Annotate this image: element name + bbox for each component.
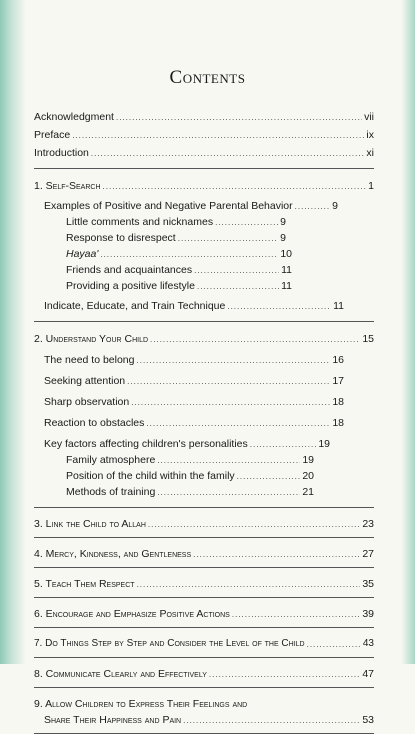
toc-entry[interactable]: Seeking attention ..... 17 [34, 372, 344, 388]
toc-entry[interactable]: 1. Self-Search ..... 1 [34, 177, 374, 193]
toc-group-chapter-6 [34, 598, 374, 628]
toc-entry[interactable]: 2. Understand Your Child ..... 15 [34, 330, 374, 346]
toc-entry[interactable]: 7. Do Things Step by Step and Consider the Level of the Child ..... 43 [34, 635, 374, 651]
toc-group-chapter-4 [34, 538, 374, 568]
toc-entry[interactable]: Sharp observation ..... 18 [34, 393, 344, 409]
toc-entry[interactable]: The need to belong ..... 16 [34, 351, 344, 367]
page-title: Contents [169, 67, 246, 88]
toc-group-chapter-9 [34, 688, 374, 734]
toc-entry[interactable]: Examples of Positive and Negative Parental Behavior ..... 9 [34, 197, 338, 213]
toc-entry[interactable]: 5. Teach Them Respect ..... 35 [34, 575, 374, 591]
toc-group-chapter-3 [34, 508, 374, 538]
toc-group-chapter-2 [34, 322, 374, 508]
toc-group-chapter-1 [34, 169, 374, 322]
toc-entry[interactable]: Acknowledgment ..... vii [34, 108, 374, 124]
toc-entry[interactable]: Reaction to obstacles ..... 18 [34, 414, 344, 430]
toc-entry[interactable]: 3. Link the Child to Allah ..... 23 [34, 515, 374, 531]
page-edge-shadow-left [0, 0, 26, 664]
toc-entry[interactable]: Position of the child within the family ..... 20 [34, 467, 314, 483]
toc-group-chapter-7 [34, 628, 374, 658]
toc-entry[interactable]: 9. Allow Children to Express Their Feelings and [34, 698, 248, 710]
page-edge-shadow-right [401, 0, 415, 664]
toc-entry[interactable]: Response to disrespect ..... 9 [34, 229, 286, 245]
table-of-contents [34, 108, 374, 734]
toc-entry[interactable]: Introduction ..... xi [34, 144, 374, 160]
toc-entry[interactable]: Hayaa' ..... 10 [34, 245, 292, 261]
toc-group-chapter-5 [34, 568, 374, 598]
toc-entry[interactable]: Providing a positive lifestyle ..... 11 [34, 277, 292, 293]
toc-entry[interactable]: Preface ..... ix [34, 126, 374, 142]
toc-entry[interactable]: Share Their Happiness and Pain ..... 53 [34, 711, 374, 727]
toc-entry[interactable]: Indicate, Educate, and Train Technique ..... 11 [34, 297, 344, 313]
toc-entry[interactable]: 6. Encourage and Emphasize Positive Actions ..... 39 [34, 605, 374, 621]
toc-group-front-matter [34, 108, 374, 169]
toc-group-chapter-8 [34, 658, 374, 688]
toc-entry[interactable]: Key factors affecting children's personalities ..... 19 [34, 435, 330, 451]
toc-entry[interactable]: 8. Communicate Clearly and Effectively ..... 47 [34, 665, 374, 681]
toc-entry[interactable]: Little comments and nicknames ..... 9 [34, 213, 286, 229]
toc-entry[interactable]: Methods of training ..... 21 [34, 483, 314, 499]
toc-entry[interactable]: 4. Mercy, Kindness, and Gentleness ..... 27 [34, 545, 374, 561]
toc-entry[interactable]: Family atmosphere ..... 19 [34, 451, 314, 467]
toc-entry[interactable]: Friends and acquaintances ..... 11 [34, 261, 292, 277]
